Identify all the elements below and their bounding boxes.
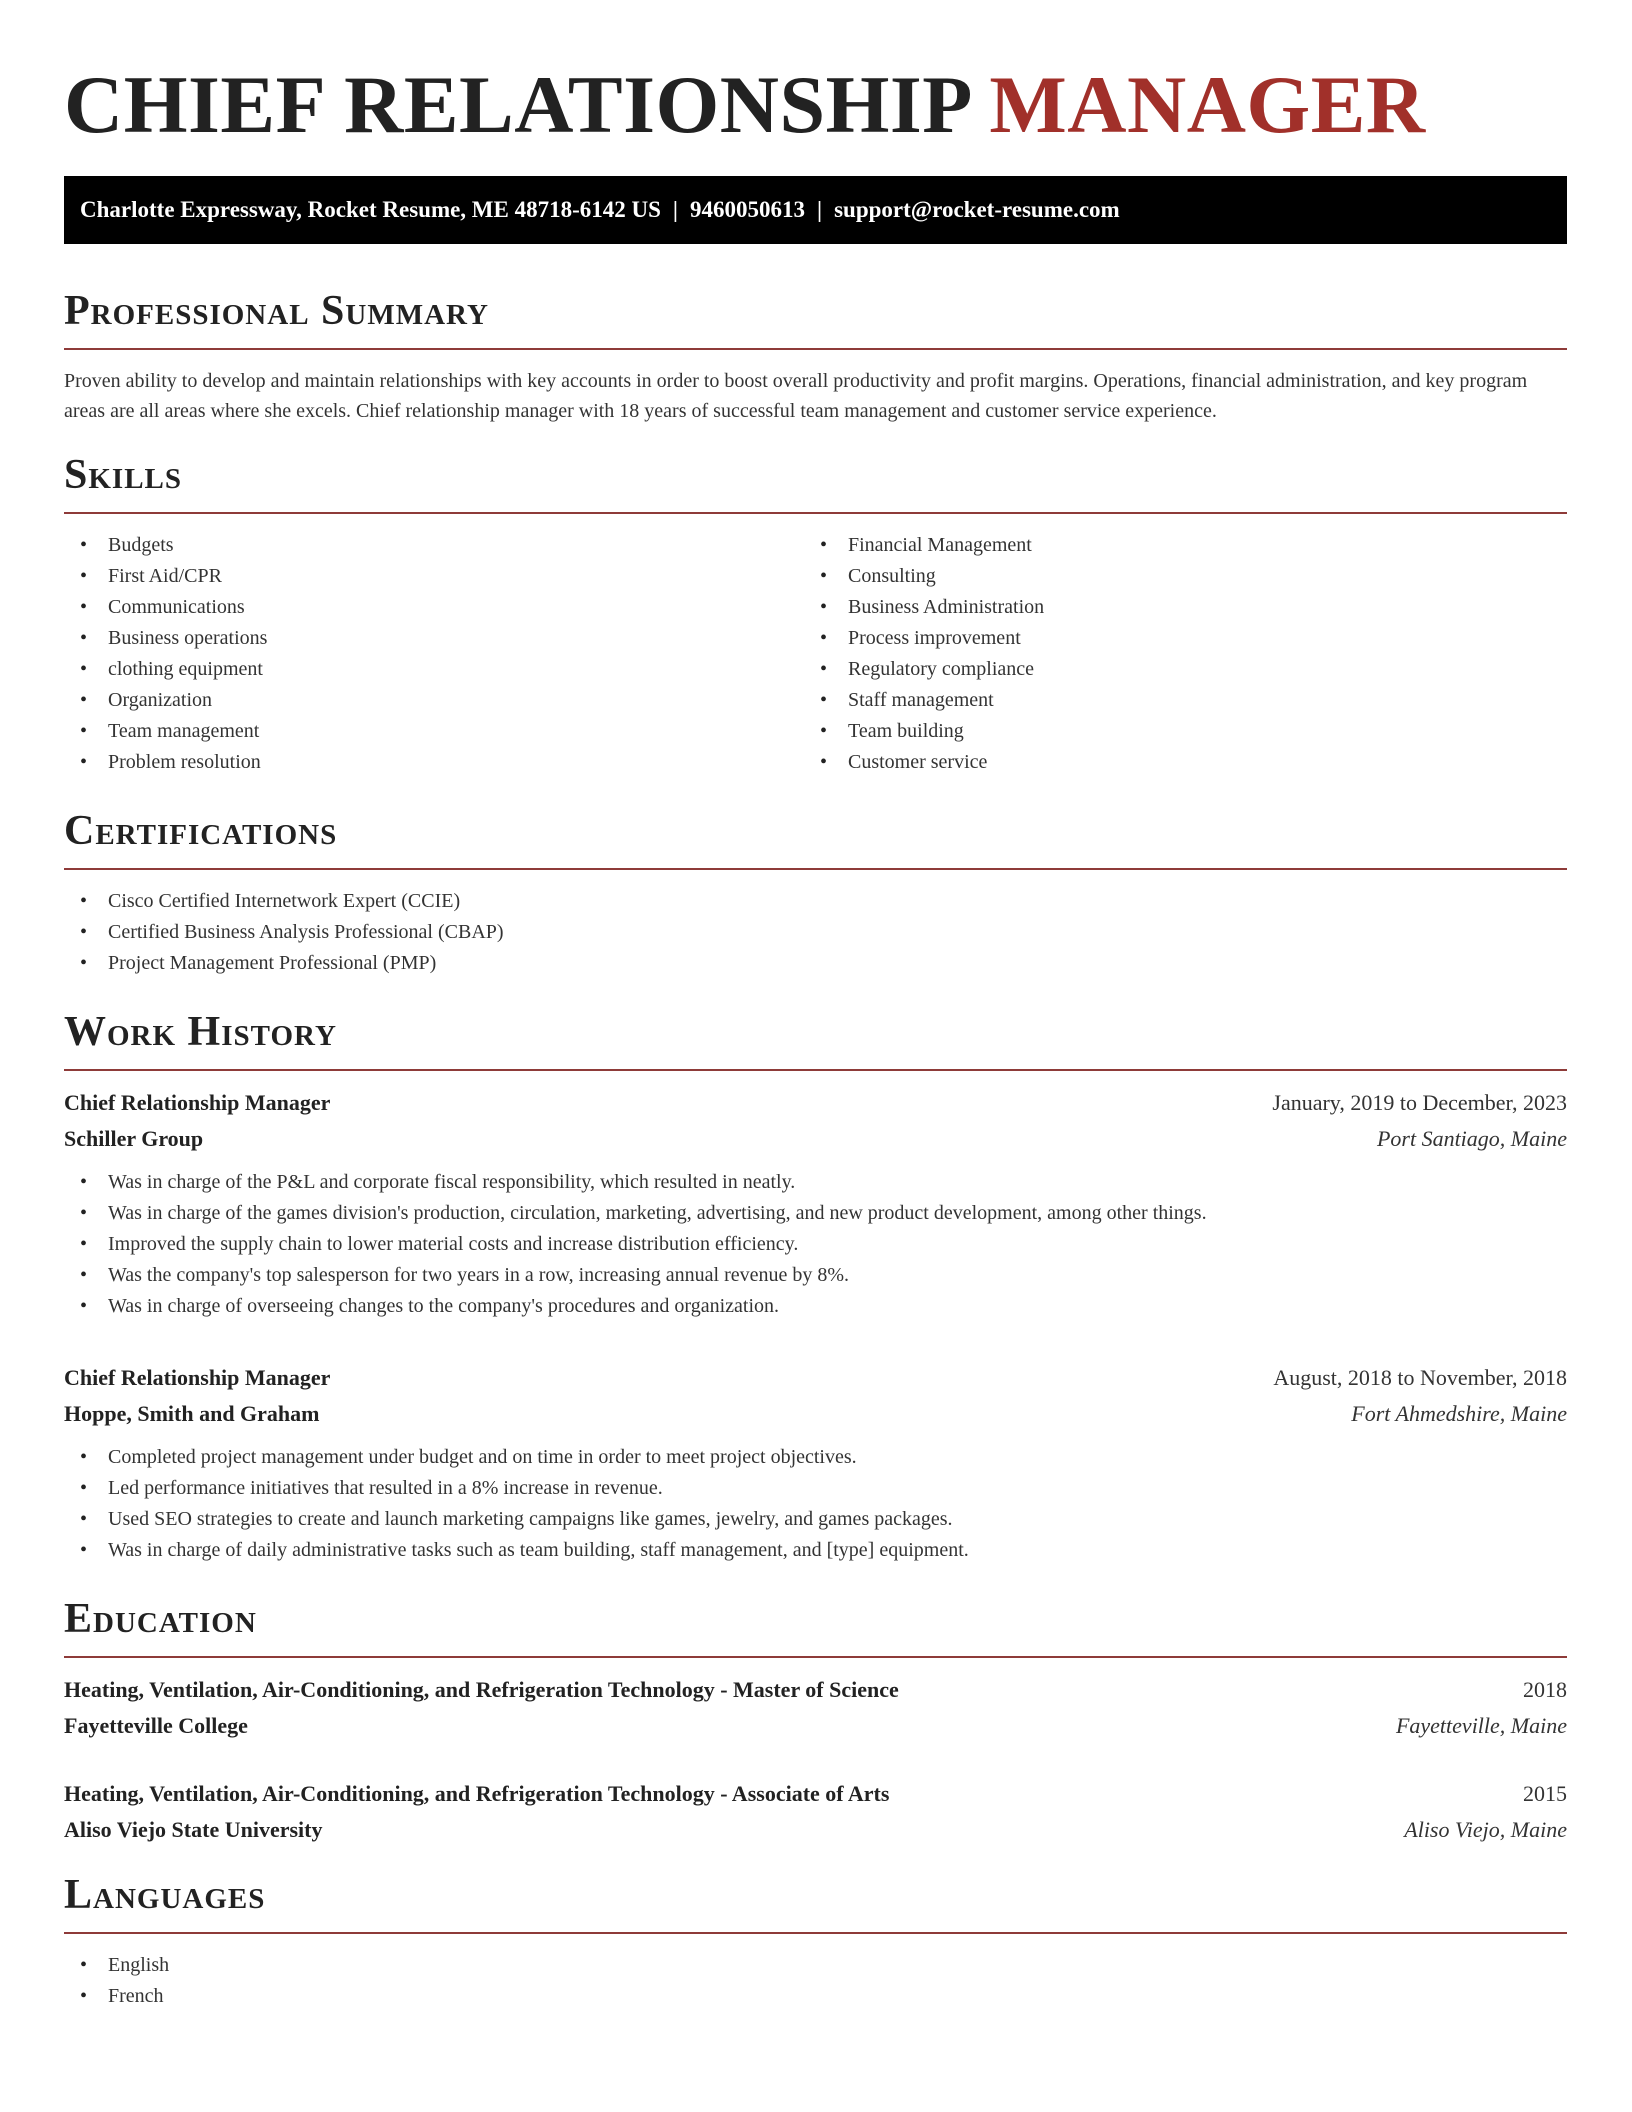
job-company: Hoppe, Smith and Graham [64, 1401, 320, 1426]
skill-item: • Team management [64, 716, 804, 747]
skills-list-left [64, 530, 804, 778]
contact-address: Charlotte Expressway, Rocket Resume, ME 48718-6142 US [80, 197, 661, 222]
education-entry [64, 1776, 1567, 1848]
education-location: Aliso Viejo, Maine [1404, 1817, 1567, 1842]
job-bullet: • Was the company's top salesperson for two years in a row, increasing annual revenue by 8%. [64, 1260, 1567, 1291]
job-bullet: • Was in charge of the games division's production, circulation, marketing, advertising, and new product development, among other things. [64, 1198, 1567, 1229]
job-header-row [64, 1360, 1567, 1396]
title-main: CHIEF RELATIONSHIP [64, 59, 969, 150]
education-school-row [64, 1812, 1567, 1848]
job-bullet: • Was in charge of the P&L and corporate fiscal responsibility, which resulted in neatly. [64, 1167, 1567, 1198]
skill-item: • clothing equipment [64, 654, 804, 685]
job-company-row [64, 1396, 1567, 1432]
job-header-row [64, 1085, 1567, 1121]
job-bullet: • Used SEO strategies to create and launch marketing campaigns like games, jewelry, and games packages. [64, 1504, 1567, 1535]
job-dates: January, 2019 to December, 2023 [1272, 1090, 1567, 1115]
certification-item: • Certified Business Analysis Professional (CBAP) [64, 917, 1567, 948]
education-degree-row [64, 1776, 1567, 1812]
language-item: • French [64, 1981, 1567, 2012]
job-dates: August, 2018 to November, 2018 [1273, 1365, 1567, 1390]
section-title-languages: Languages [64, 1870, 1567, 1934]
job-bullet: • Was in charge of daily administrative tasks such as team building, staff management, and [type] equipment. [64, 1535, 1567, 1566]
skill-item: • Customer service [804, 747, 1544, 778]
skill-item: • Budgets [64, 530, 804, 561]
resume-page [64, 0, 1567, 2012]
job-role: Chief Relationship Manager [64, 1090, 331, 1115]
job-role: Chief Relationship Manager [64, 1365, 331, 1390]
certifications-list [64, 886, 1567, 979]
contact-phone: 9460050613 [690, 197, 805, 222]
summary-text: Proven ability to develop and maintain relationships with key accounts in order to boost overall productivity and profit margins. Operations, financial administration, and key program areas are all areas where she excels. Chief relationship manager with 18 years of successful team management and customer service experience. [64, 370, 1528, 422]
education-school-row [64, 1708, 1567, 1744]
skill-item: • First Aid/CPR [64, 561, 804, 592]
section-title-work-history: Work History [64, 1007, 1567, 1071]
job-entry [64, 1360, 1567, 1566]
education-degree: Heating, Ventilation, Air-Conditioning, and Refrigeration Technology - Master of Science [64, 1677, 899, 1702]
skill-item: • Team building [804, 716, 1544, 747]
section-title-summary: Professional Summary [64, 286, 1567, 350]
education-location: Fayetteville, Maine [1395, 1713, 1567, 1738]
contact-email[interactable]: support@rocket-resume.com [834, 197, 1120, 222]
skill-item: • Organization [64, 685, 804, 716]
education-school: Fayetteville College [64, 1713, 248, 1738]
job-bullet: • Was in charge of overseeing changes to the company's procedures and organization. [64, 1291, 1567, 1322]
job-bullet: • Led performance initiatives that resulted in a 8% increase in revenue. [64, 1473, 1567, 1504]
skills-columns [64, 530, 1567, 778]
education-school: Aliso Viejo State University [64, 1817, 323, 1842]
skill-item: • Regulatory compliance [804, 654, 1544, 685]
job-bullet: • Completed project management under budget and on time in order to meet project objectives. [64, 1442, 1567, 1473]
job-location: Fort Ahmedshire, Maine [1351, 1401, 1567, 1426]
certification-item: • Project Management Professional (PMP) [64, 948, 1567, 979]
skill-item: • Problem resolution [64, 747, 804, 778]
education-entry [64, 1672, 1567, 1744]
skill-item: • Process improvement [804, 623, 1544, 654]
contact-separator: | [672, 197, 678, 222]
skills-list-right [804, 530, 1544, 778]
job-company: Schiller Group [64, 1126, 204, 1151]
contact-separator: | [817, 197, 823, 222]
job-bullets [64, 1442, 1567, 1566]
skill-item: • Consulting [804, 561, 1544, 592]
section-title-certifications: Certifications [64, 806, 1567, 870]
job-company-row [64, 1121, 1567, 1157]
title-accent: MANAGER [989, 59, 1426, 150]
languages-list [64, 1950, 1567, 2012]
certification-item: • Cisco Certified Internetwork Expert (CCIE) [64, 886, 1567, 917]
skill-item: • Business operations [64, 623, 804, 654]
section-title-skills: Skills [64, 450, 1567, 514]
skill-item: • Staff management [804, 685, 1544, 716]
education-year: 2015 [1523, 1781, 1567, 1806]
resume-title [64, 0, 1567, 152]
skill-item: • Financial Management [804, 530, 1544, 561]
skill-item: • Business Administration [804, 592, 1544, 623]
language-item: • English [64, 1950, 1567, 1981]
job-entry [64, 1085, 1567, 1322]
education-degree: Heating, Ventilation, Air-Conditioning, and Refrigeration Technology - Associate of Arts [64, 1781, 890, 1806]
job-location: Port Santiago, Maine [1376, 1126, 1567, 1151]
skill-item: • Communications [64, 592, 804, 623]
education-degree-row [64, 1672, 1567, 1708]
job-bullets [64, 1167, 1567, 1322]
section-title-education: Education [64, 1594, 1567, 1658]
education-year: 2018 [1523, 1677, 1567, 1702]
job-bullet: • Improved the supply chain to lower material costs and increase distribution efficiency. [64, 1229, 1567, 1260]
contact-bar [64, 176, 1567, 244]
